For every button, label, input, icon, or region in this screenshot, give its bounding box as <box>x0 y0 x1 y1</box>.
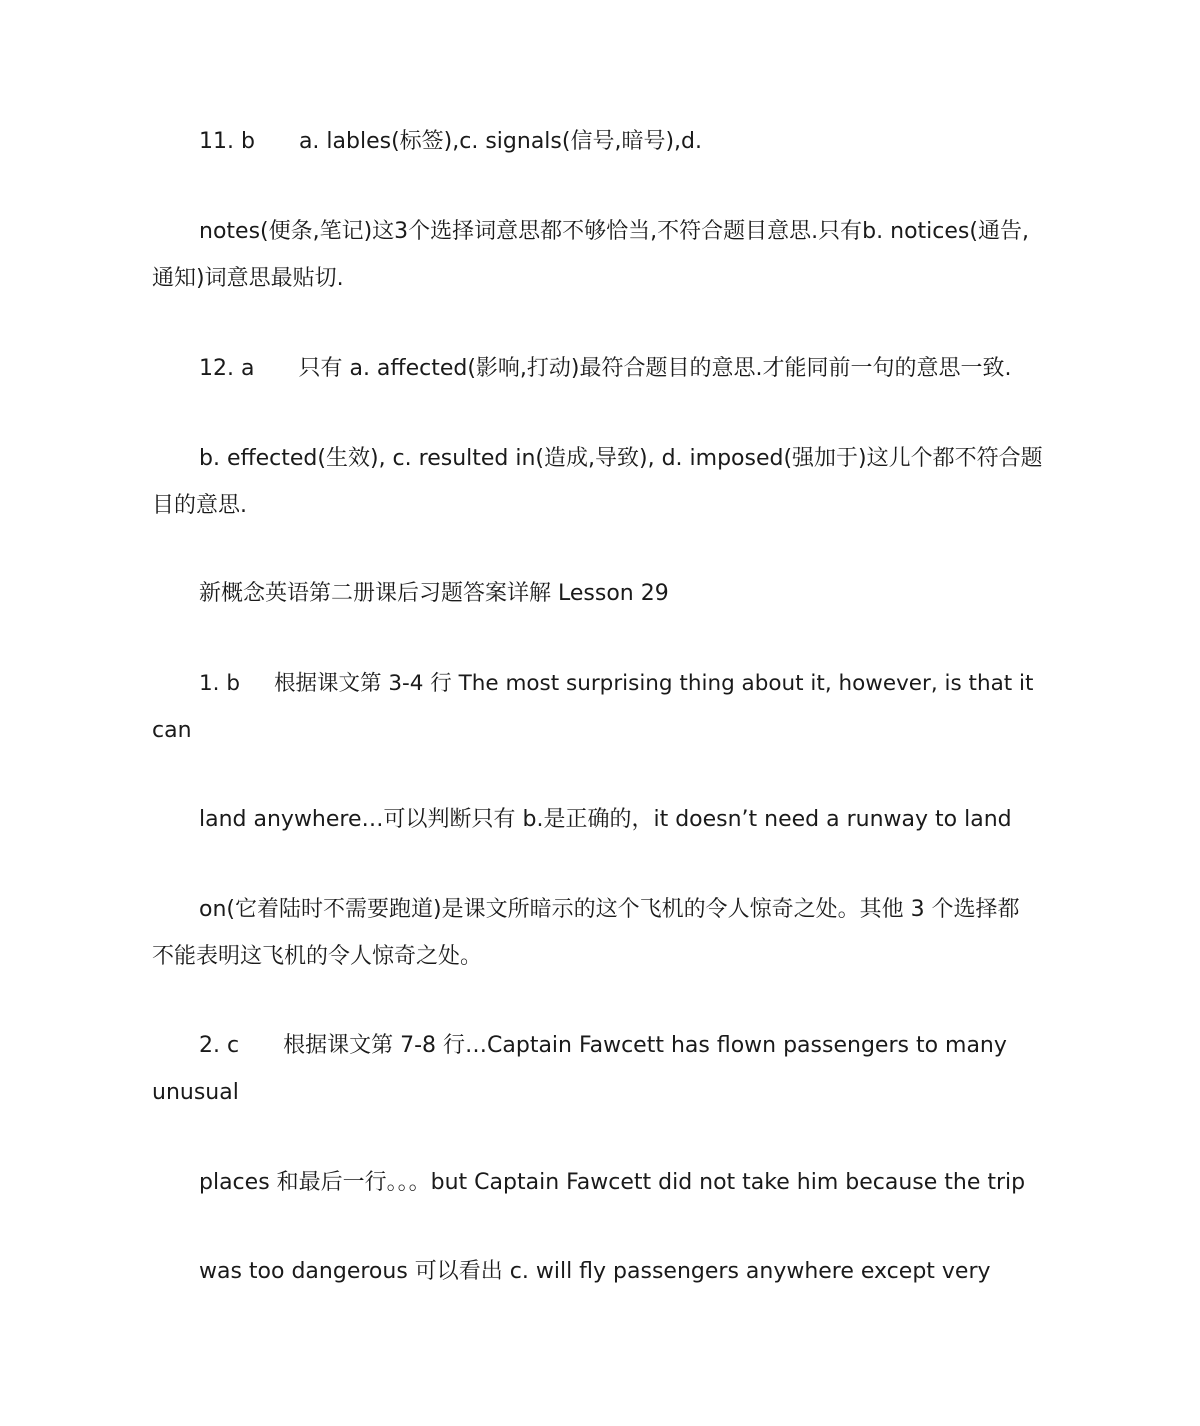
text-line: was too dangerous 可以看出 c. will fly passengers anywhere except very <box>199 1259 991 1284</box>
answer-number: 12. a <box>199 356 255 381</box>
answer-12-paragraph <box>152 345 1048 392</box>
answer-number: 11. b <box>199 129 255 154</box>
text-line: places 和最后一行。。。but Captain Fawcett did not take him because the trip <box>199 1170 1026 1195</box>
lesson29-answer-2 <box>152 1022 1048 1116</box>
text-line: 目的意思. <box>152 493 247 518</box>
text-line: land anywhere…可以判断只有 b.是正确的，it doesn’t need a runway to land <box>199 807 1012 832</box>
answer-text: a. lables(标签),c. signals(信号,暗号),d. <box>298 129 702 154</box>
text-line: notes(便条,笔记)这3个选择词意思都不够恰当,不符合题目意思.只有b. notices(通告, <box>199 219 1029 244</box>
lesson29-answer-1 <box>152 660 1048 754</box>
answer-text: 只有 a. affected(影响,打动)最符合题目的意思.才能同前一句的意思一致. <box>298 356 1012 381</box>
answer-text: 根据课文第 3-4 行 The most surprising thing about it, however, is that it <box>274 671 1034 696</box>
text-line: on(它着陆时不需要跑道)是课文所暗示的这个飞机的令人惊奇之处。其他 3 个选择都 <box>199 897 1020 922</box>
lesson-heading <box>152 570 1048 617</box>
answer-11-paragraph <box>152 118 1048 165</box>
answer-number: 1. b <box>199 671 240 696</box>
answer-12-explanation <box>152 435 1048 529</box>
lesson29-answer-2-cont2 <box>152 1248 1048 1295</box>
text-line: 不能表明这飞机的令人惊奇之处。 <box>152 944 483 969</box>
answer-text: 根据课文第 7-8 行…Captain Fawcett has flown passengers to many <box>283 1033 1007 1058</box>
lesson29-answer-1-explanation <box>152 886 1048 980</box>
lesson29-answer-2-cont <box>152 1159 1048 1206</box>
lesson29-answer-1-cont <box>152 796 1048 843</box>
answer-11-explanation <box>152 208 1048 302</box>
answer-number: 2. c <box>199 1033 240 1058</box>
text-line: b. effected(生效), c. resulted in(造成,导致), d. imposed(强加于)这儿个都不符合题 <box>199 446 1043 471</box>
text-line: can <box>152 718 192 743</box>
text-line: 通知)词意思最贴切. <box>152 266 344 291</box>
text-line: 新概念英语第二册课后习题答案详解 Lesson 29 <box>199 581 669 606</box>
text-line: unusual <box>152 1080 239 1105</box>
